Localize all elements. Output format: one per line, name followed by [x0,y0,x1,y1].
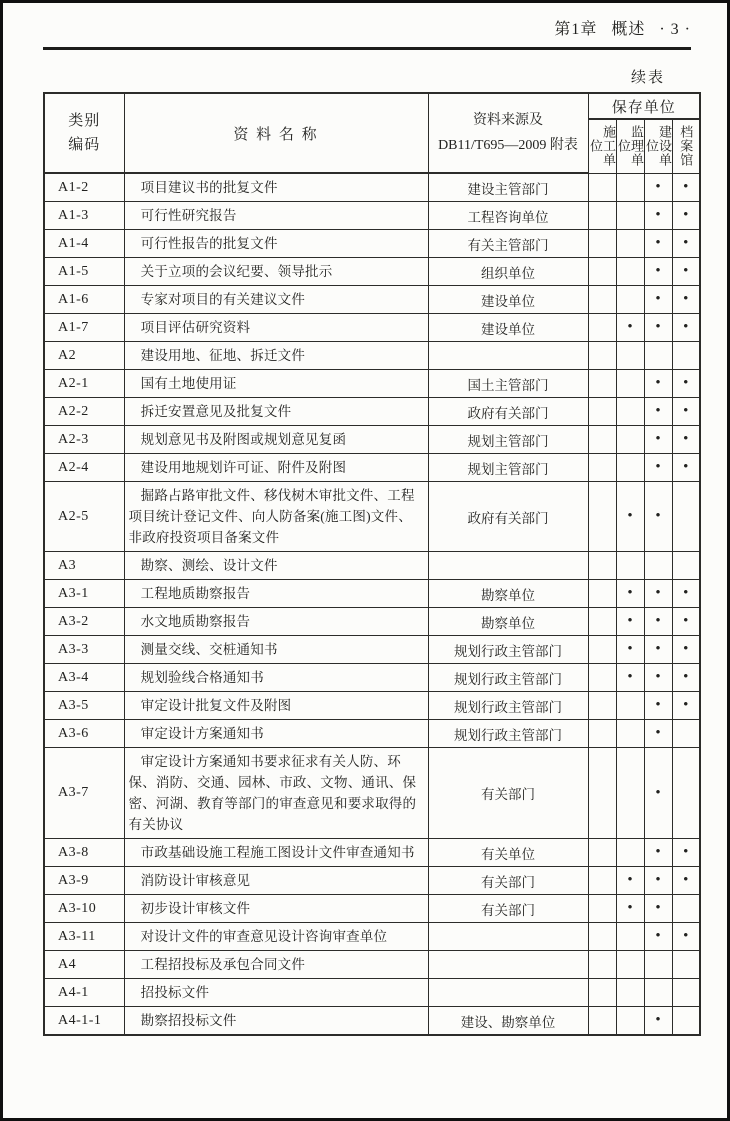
storage-dot-cell-1 [588,839,616,867]
column-header-source [428,93,588,173]
storage-dot-cell-1 [588,580,616,608]
storage-dot-cell-2: • [616,580,644,608]
row-name: 市政基础设施工程施工图设计文件审查通知书 [124,839,428,867]
storage-dot-cell-2 [616,454,644,482]
row-name: 规划验线合格通知书 [124,664,428,692]
table-row [44,923,700,951]
table-row [44,173,700,202]
storage-dot-cell-2: • [616,482,644,552]
storage-dot-cell-2 [616,202,644,230]
row-code: A1-2 [44,173,124,202]
storage-dot-cell-3: • [644,202,672,230]
column-header-name: 资 料 名 称 [124,93,428,173]
row-code: A2 [44,342,124,370]
storage-dot-cell-4 [672,342,700,370]
row-source: 建设单位 [428,314,588,342]
row-source [428,923,588,951]
row-name: 可行性报告的批复文件 [124,230,428,258]
row-code: A3-2 [44,608,124,636]
row-name: 水文地质勘察报告 [124,608,428,636]
row-name: 建设用地规划许可证、附件及附图 [124,454,428,482]
storage-dot-cell-3 [644,342,672,370]
storage-dot-cell-4: • [672,923,700,951]
storage-dot-cell-4 [672,482,700,552]
storage-dot-cell-3: • [644,426,672,454]
storage-dot-cell-4: • [672,314,700,342]
row-source: 规划主管部门 [428,454,588,482]
row-name: 掘路占路审批文件、移伐树木审批文件、工程项目统计登记文件、向人防备案(施工图)文件、非政府投资项目备案文件 [124,482,428,552]
storage-dot-cell-2 [616,951,644,979]
storage-dot-cell-1 [588,482,616,552]
table-row [44,230,700,258]
page-number: · 3 · [659,21,691,38]
storage-dot-cell-2 [616,258,644,286]
storage-dot-cell-3: • [644,398,672,426]
storage-unit-header-3 [644,119,672,173]
row-source: 有关部门 [428,867,588,895]
storage-dot-cell-4: • [672,173,700,202]
table-row [44,839,700,867]
storage-unit-label: 监理单位 [616,125,644,168]
row-code: A2-3 [44,426,124,454]
storage-dot-cell-2: • [616,314,644,342]
row-name: 审定设计方案通知书要求征求有关人防、环保、消防、交通、园林、市政、文物、通讯、保密、河湖、教育等部门的审查意见和要求取得的有关协议 [124,748,428,839]
storage-dot-cell-2: • [616,636,644,664]
row-name: 消防设计审核意见 [124,867,428,895]
storage-dot-cell-1 [588,202,616,230]
storage-dot-cell-1 [588,173,616,202]
storage-dot-cell-3: • [644,839,672,867]
storage-dot-cell-3: • [644,482,672,552]
row-name: 关于立项的会议纪要、领导批示 [124,258,428,286]
storage-dot-cell-1 [588,342,616,370]
storage-dot-cell-4: • [672,230,700,258]
chapter-label: 第1章 [554,21,598,38]
row-code: A3-7 [44,748,124,839]
table-row [44,692,700,720]
storage-dot-cell-4: • [672,370,700,398]
storage-dot-cell-3: • [644,692,672,720]
row-source: 有关单位 [428,839,588,867]
storage-dot-cell-1 [588,923,616,951]
row-name: 拆迁安置意见及批复文件 [124,398,428,426]
row-code: A3-5 [44,692,124,720]
storage-dot-cell-3: • [644,720,672,748]
row-source: 政府有关部门 [428,482,588,552]
storage-dot-cell-2: • [616,895,644,923]
row-code: A3 [44,552,124,580]
row-name: 审定设计方案通知书 [124,720,428,748]
storage-dot-cell-4: • [672,664,700,692]
row-name: 勘察招投标文件 [124,1007,428,1036]
table-row [44,314,700,342]
storage-dot-cell-3: • [644,258,672,286]
storage-dot-cell-4 [672,748,700,839]
storage-dot-cell-2 [616,748,644,839]
document-page [3,3,727,1118]
chapter-title: 概述 [611,21,646,38]
row-code: A3-4 [44,664,124,692]
row-code: A4 [44,951,124,979]
storage-dot-cell-2 [616,1007,644,1036]
row-source: 有关部门 [428,895,588,923]
storage-unit-header-4 [672,119,700,173]
row-code: A3-11 [44,923,124,951]
source-header-line1: 资料来源及 [473,112,543,128]
continued-table-label: 续表 [630,70,665,86]
table-row [44,398,700,426]
row-name: 专家对项目的有关建议文件 [124,286,428,314]
storage-dot-cell-1 [588,748,616,839]
storage-dot-cell-4 [672,951,700,979]
row-code: A2-4 [44,454,124,482]
row-code: A2-5 [44,482,124,552]
storage-dot-cell-4 [672,1007,700,1036]
row-source: 有关部门 [428,748,588,839]
table-row [44,895,700,923]
table-row [44,748,700,839]
table-row [44,286,700,314]
row-code: A3-10 [44,895,124,923]
row-source: 建设主管部门 [428,173,588,202]
row-code: A1-7 [44,314,124,342]
storage-dot-cell-1 [588,258,616,286]
storage-dot-cell-2 [616,342,644,370]
row-name: 工程招投标及承包合同文件 [124,951,428,979]
row-code: A3-9 [44,867,124,895]
storage-dot-cell-1 [588,608,616,636]
storage-dot-cell-3: • [644,895,672,923]
header-rule [43,47,691,50]
row-code: A2-2 [44,398,124,426]
storage-dot-cell-1 [588,1007,616,1036]
storage-dot-cell-3: • [644,454,672,482]
row-source: 政府有关部门 [428,398,588,426]
storage-dot-cell-1 [588,979,616,1007]
storage-dot-cell-1 [588,370,616,398]
storage-dot-cell-1 [588,895,616,923]
row-code: A3-6 [44,720,124,748]
storage-dot-cell-1 [588,454,616,482]
storage-dot-cell-4: • [672,426,700,454]
storage-dot-cell-4: • [672,398,700,426]
table-row [44,1007,700,1036]
row-code: A1-3 [44,202,124,230]
storage-dot-cell-3: • [644,580,672,608]
storage-dot-cell-1 [588,398,616,426]
row-source: 有关主管部门 [428,230,588,258]
row-name: 可行性研究报告 [124,202,428,230]
storage-dot-cell-2 [616,552,644,580]
storage-dot-cell-2 [616,692,644,720]
storage-dot-cell-2 [616,923,644,951]
table-row [44,608,700,636]
row-source: 规划主管部门 [428,426,588,454]
row-name: 测量交线、交桩通知书 [124,636,428,664]
storage-dot-cell-4: • [672,202,700,230]
storage-unit-label: 施工单位 [588,125,616,168]
storage-dot-cell-2: • [616,867,644,895]
storage-dot-cell-3: • [644,230,672,258]
storage-dot-cell-2 [616,839,644,867]
table-header [44,93,700,173]
row-name: 项目建议书的批复文件 [124,173,428,202]
column-header-code [44,93,124,173]
table-row [44,426,700,454]
table-row [44,951,700,979]
storage-dot-cell-3: • [644,923,672,951]
row-name: 项目评估研究资料 [124,314,428,342]
row-code: A1-5 [44,258,124,286]
table-row [44,342,700,370]
storage-dot-cell-3: • [644,314,672,342]
storage-dot-cell-4: • [672,636,700,664]
row-source: 勘察单位 [428,580,588,608]
storage-dot-cell-4 [672,895,700,923]
row-source [428,951,588,979]
row-source: 规划行政主管部门 [428,692,588,720]
row-code: A4-1-1 [44,1007,124,1036]
row-name: 国有土地使用证 [124,370,428,398]
row-source [428,552,588,580]
row-name: 初步设计审核文件 [124,895,428,923]
row-code: A1-4 [44,230,124,258]
row-code: A3-1 [44,580,124,608]
storage-dot-cell-4: • [672,608,700,636]
storage-dot-cell-3 [644,979,672,1007]
storage-dot-cell-4 [672,979,700,1007]
storage-dot-cell-2: • [616,664,644,692]
table-row [44,636,700,664]
storage-dot-cell-4: • [672,867,700,895]
storage-dot-cell-1 [588,664,616,692]
code-header-line1: 类别 [68,113,101,129]
row-source [428,979,588,1007]
storage-dot-cell-2 [616,979,644,1007]
storage-unit-header-2 [616,119,644,173]
storage-dot-cell-3: • [644,1007,672,1036]
row-code: A4-1 [44,979,124,1007]
table-row [44,482,700,552]
table-row [44,454,700,482]
table-row [44,552,700,580]
row-code: A2-1 [44,370,124,398]
storage-dot-cell-1 [588,867,616,895]
row-source: 工程咨询单位 [428,202,588,230]
running-head [3,17,727,43]
row-name: 勘察、测绘、设计文件 [124,552,428,580]
storage-dot-cell-4: • [672,258,700,286]
row-name: 规划意见书及附图或规划意见复函 [124,426,428,454]
storage-dot-cell-3: • [644,286,672,314]
row-source: 规划行政主管部门 [428,720,588,748]
storage-dot-cell-1 [588,636,616,664]
storage-dot-cell-3: • [644,867,672,895]
table-row [44,258,700,286]
storage-dot-cell-3 [644,951,672,979]
table-row [44,720,700,748]
row-name: 对设计文件的审查意见设计咨询审查单位 [124,923,428,951]
storage-dot-cell-2 [616,398,644,426]
storage-dot-cell-1 [588,286,616,314]
storage-dot-cell-2 [616,230,644,258]
table-body [44,173,700,1035]
code-header-line2: 编码 [68,137,101,153]
row-code: A3-3 [44,636,124,664]
storage-dot-cell-4: • [672,286,700,314]
column-header-storage-group: 保存单位 [588,93,700,119]
table-row [44,867,700,895]
row-name: 建设用地、征地、拆迁文件 [124,342,428,370]
storage-dot-cell-3: • [644,664,672,692]
storage-dot-cell-3: • [644,370,672,398]
storage-dot-cell-2 [616,286,644,314]
storage-dot-cell-4 [672,552,700,580]
row-source: 规划行政主管部门 [428,664,588,692]
storage-dot-cell-2: • [616,608,644,636]
row-source: 组织单位 [428,258,588,286]
table-row [44,979,700,1007]
storage-dot-cell-2 [616,720,644,748]
storage-dot-cell-2 [616,370,644,398]
row-source: 规划行政主管部门 [428,636,588,664]
storage-dot-cell-1 [588,692,616,720]
storage-dot-cell-2 [616,173,644,202]
storage-unit-header-1 [588,119,616,173]
row-code: A1-6 [44,286,124,314]
storage-dot-cell-4 [672,720,700,748]
storage-dot-cell-4: • [672,580,700,608]
row-code: A3-8 [44,839,124,867]
storage-dot-cell-3: • [644,608,672,636]
storage-dot-cell-1 [588,552,616,580]
row-source: 建设单位 [428,286,588,314]
table-row [44,370,700,398]
storage-dot-cell-3: • [644,173,672,202]
storage-dot-cell-1 [588,426,616,454]
source-header-line2: DB11/T695—2009 附表 [438,138,578,153]
storage-dot-cell-3: • [644,636,672,664]
storage-dot-cell-2 [616,426,644,454]
storage-dot-cell-1 [588,230,616,258]
storage-dot-cell-1 [588,314,616,342]
table-row [44,202,700,230]
row-name: 审定设计批复文件及附图 [124,692,428,720]
storage-unit-label: 档案馆 [678,125,694,168]
row-source: 勘察单位 [428,608,588,636]
storage-dot-cell-1 [588,720,616,748]
row-name: 招投标文件 [124,979,428,1007]
row-source [428,342,588,370]
storage-dot-cell-3: • [644,748,672,839]
row-source: 国土主管部门 [428,370,588,398]
archive-materials-table [43,92,701,1036]
storage-dot-cell-4: • [672,839,700,867]
storage-dot-cell-1 [588,951,616,979]
table-row [44,664,700,692]
storage-dot-cell-3 [644,552,672,580]
row-name: 工程地质勘察报告 [124,580,428,608]
storage-unit-label: 建设单位 [644,125,672,168]
table-row [44,580,700,608]
storage-dot-cell-4: • [672,692,700,720]
row-source: 建设、勘察单位 [428,1007,588,1036]
storage-dot-cell-4: • [672,454,700,482]
